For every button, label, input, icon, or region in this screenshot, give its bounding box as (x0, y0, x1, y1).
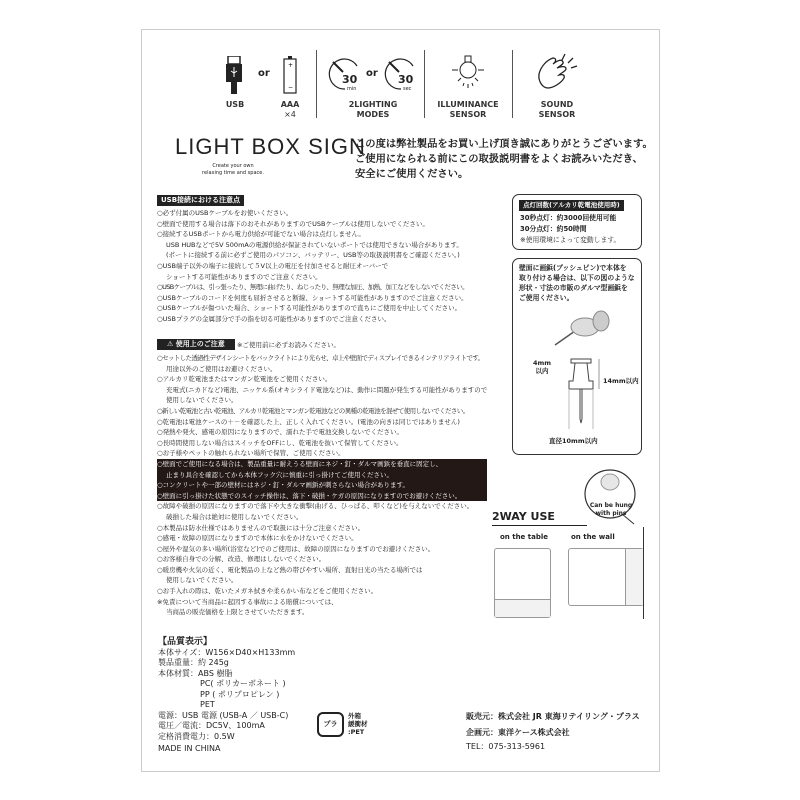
divider (316, 50, 317, 118)
seller-tel: TEL：075-313-5961 (466, 742, 546, 751)
list-line: ○USBケーブルのコードを何度も屈折させると断線、ショートする可能性がありますのでご注意ください。 (157, 293, 468, 302)
caution-list (157, 353, 487, 618)
usb-plug-icon (224, 56, 246, 96)
list-line: ○壁面で使用する場合は落下のおそれがありますのでUSBケーブルは使用しないでください。 (157, 219, 429, 228)
recycle-text: 外箱 緩衝材 :PET (348, 712, 368, 736)
intro-text: この度は弊社製品をお買い上げ頂き誠にありがとうございます。 ご使用になられる前にこの取扱説明書をよくお読みいただき、 安全にご使用ください。 (355, 138, 653, 180)
list-line: ○コンクリートや一部の壁材にはネジ・釘・ダルマ画鋲が刺さらない場合があります。 (157, 480, 487, 491)
usb-section-header: USB接続における注意点 (157, 195, 244, 206)
usb-label: USB (225, 100, 245, 109)
list-line: ○壁面に引っ掛けた状態でのスイッチ操作は、落下・破損・ケガの原因になりますのでお避けください。 (157, 491, 487, 502)
timer-min-unit: min (347, 86, 357, 92)
divider (424, 50, 425, 118)
on-the-table-label: on the table (500, 533, 548, 541)
divider (512, 50, 513, 118)
list-line: ○乾電池は電池ケースの＋－を確認した上、正しく入れてください。(電池の向きは同じではありません) (157, 417, 460, 426)
timer-30-value: 30 (398, 73, 414, 86)
list-line: ○本製品は防水仕様ではありませんので取扱には十分ご注意ください。 (157, 523, 365, 532)
battery-icon (283, 56, 297, 94)
pushpin-photo (553, 307, 613, 352)
pin-height-dimension: 14mm以内 (603, 377, 639, 385)
list-line: 止まり具合を確認してから本体フック穴に慎重に引っ掛けてご使用ください。 (157, 470, 487, 481)
lighting-count-header: 点灯回数(アルカリ乾電池使用時) (519, 200, 624, 211)
product-title: LIGHT BOX SIGN (175, 134, 366, 159)
wall-use-illustration (568, 548, 644, 606)
caution-section-header: ⚠ 使用上のご注意 (157, 339, 235, 350)
list-line: ○接続するUSBポートから電力供給が可能でない場合は点灯しません。 (157, 230, 365, 239)
or-text: or (258, 68, 270, 79)
timer-sec-unit: sec (403, 86, 412, 92)
list-line: ○USB端子以外の端子に接続して５V以上の電圧を付加させると耐圧オーバーで (157, 261, 389, 270)
pushpin-diagram (563, 357, 603, 435)
seller-planning: 企画元：東洋ケース株式会社 (466, 728, 570, 737)
lighting-modes-label: 2LIGHTING MODES (348, 100, 398, 119)
list-line: 充電式(ニカドなど)電池、ニッケル系(オキシライド電池など)は、動作に問題が発生する可能性がありますので (166, 385, 488, 394)
list-line: ○アルカリ乾電池またはマンガン乾電池をご使用ください。 (157, 375, 332, 384)
bubble-text: Can be hung with pins (589, 502, 633, 517)
list-line: ○感電・故障の原因になりますので本体に水をかけないでください。 (157, 534, 358, 543)
caution-note: ※ご使用前に必ずお読みください。 (237, 341, 340, 349)
timer-30-value: 30 (342, 73, 358, 86)
wall-line (643, 527, 644, 619)
list-line: ○新しい乾電池と古い乾電池、アルカリ乾電池とマンガン乾電池などの異種の乾電池を混ぜて使用しないでください。 (157, 406, 469, 415)
pushpin-box (512, 258, 642, 455)
list-line: USB HUBなどで5V 500mAの電源供給が保証されていないポートでは使用できない場合があります。 (166, 240, 463, 249)
list-line: ○USBプラグの金属部分で手の指を切る可能性がありますのでご注意ください。 (157, 314, 391, 323)
list-line: ○お客様自身での分解、改造、修理はしないでください。 (157, 555, 326, 564)
or-text: or (366, 68, 378, 79)
quality-label: 【品質表示】 本体サイズ：W156×D40×H133mm 製品重量：約 245g 本体材質：ABS 樹脂 PC( ポリカーボネート ) PP ( ポリプロピレン ) PET 電源：USB 電源 (USB-A ／ USB-C) 電圧／電流：DC5V、100mA 定格消費電力：0.5W MADE IN CHINA (158, 637, 296, 753)
seller-sales: 販売元：株式会社 JR 東海リテイリング・プラス (466, 712, 640, 721)
list-line: ○USBケーブルは、引っ張ったり、無理に曲げたり、ねじったり、無理な加圧、加熱、加工などをしないでください。 (157, 283, 469, 292)
clapping-hands-icon (535, 52, 579, 94)
list-line: ○故障や破損の原因になりますので落下や大きな衝撃(曲げる、ひっぱる、叩くなど)を与えないでください。 (157, 502, 474, 511)
table-use-illustration (494, 548, 551, 618)
list-line: ○暖房機や火気の近く、電化製品の上など熱の帯びやすい場所、直射日光の当たる場所では (157, 565, 423, 574)
list-line: ※免責について当商品に起因する事故による賠償については、 (157, 597, 338, 606)
list-line: 用途以外のご使用はお避けください。 (166, 364, 277, 373)
list-line: ○USBケーブルが傷ついた場合、ショートする可能性がありますので直ちにご使用を中止してください。 (157, 304, 462, 313)
sound-sensor-label: SOUND SENSOR (538, 100, 576, 119)
battery-label: AAA ×4 (280, 100, 300, 119)
list-line: ○お子様やペットの触れられない場所で保管、ご使用ください。 (157, 449, 345, 458)
lighting-count-box (512, 194, 642, 250)
list-line: ○お手入れの際は、乾いたメガネ拭きや柔らかい布などをご使用ください。 (157, 587, 378, 596)
light-bulb-icon (450, 54, 486, 94)
list-line: ショートする可能性がありますのでご注意ください。 (166, 272, 322, 281)
list-line: ○セットした透過性デザインシートをバックライトにより光らせ、卓上や壁面でディスプレイできるインテリアライトです。 (157, 354, 484, 362)
list-line: 破損した場合は絶対に使用しないでください。 (166, 512, 303, 521)
usb-caution-list (157, 208, 468, 325)
pushpin-instructions: 壁面に画鋲(プッシュピン)で本体を 取り付ける場合は、以下の図のような 形状・寸法の市販のダルマ型画鋲を ご使用ください。 (519, 264, 635, 302)
pin-head-dimension: 4mm 以内 (533, 359, 552, 375)
list-line: (ポートに接続する前に必ずご使用のパソコン、バッテリー、USB等の取扱説明書をご確認ください。) (166, 251, 460, 260)
svg-text:−: − (288, 84, 294, 91)
lighting-count-lines: 30秒点灯：約3000回使用可能 30分点灯：約50時間 ※使用環境によって変動します。 (520, 214, 621, 244)
list-line: ○必ず付属のUSBケーブルをお使いください。 (157, 209, 293, 217)
list-line: ○長時間使用しない場合はスイッチをOFFにし、乾電池を抜いて保管してください。 (157, 438, 403, 447)
list-line: 当商品の販売価格を上限とさせていただきます。 (166, 608, 309, 617)
list-line: 使用しないでください。 (166, 396, 238, 405)
product-subtitle: Create your own relaxing time and space. (202, 163, 264, 176)
svg-text:+: + (288, 62, 294, 69)
pin-diameter-dimension: 直径10mm以内 (549, 437, 598, 445)
list-line: 使用しないでください。 (166, 576, 238, 585)
list-line: ○壁面でご使用になる場合は、製品重量に耐えうる壁面にネジ・釘・ダルマ画鋲を垂直に固定し、 (157, 459, 487, 470)
list-line: ○発熱や発火、感電の原因になりますので、濡れた手で電池交換しないでください。 (157, 428, 404, 437)
recycle-mark-icon: プラ (317, 712, 344, 737)
on-the-wall-label: on the wall (571, 533, 615, 541)
two-way-use-title: 2WAY USE (492, 510, 587, 526)
illuminance-sensor-label: ILLUMINANCE SENSOR (437, 100, 499, 119)
list-line: ○屋外や湿気の多い場所(浴室など)でのご使用は、故障の原因になりますのでお避けください。 (157, 544, 435, 553)
